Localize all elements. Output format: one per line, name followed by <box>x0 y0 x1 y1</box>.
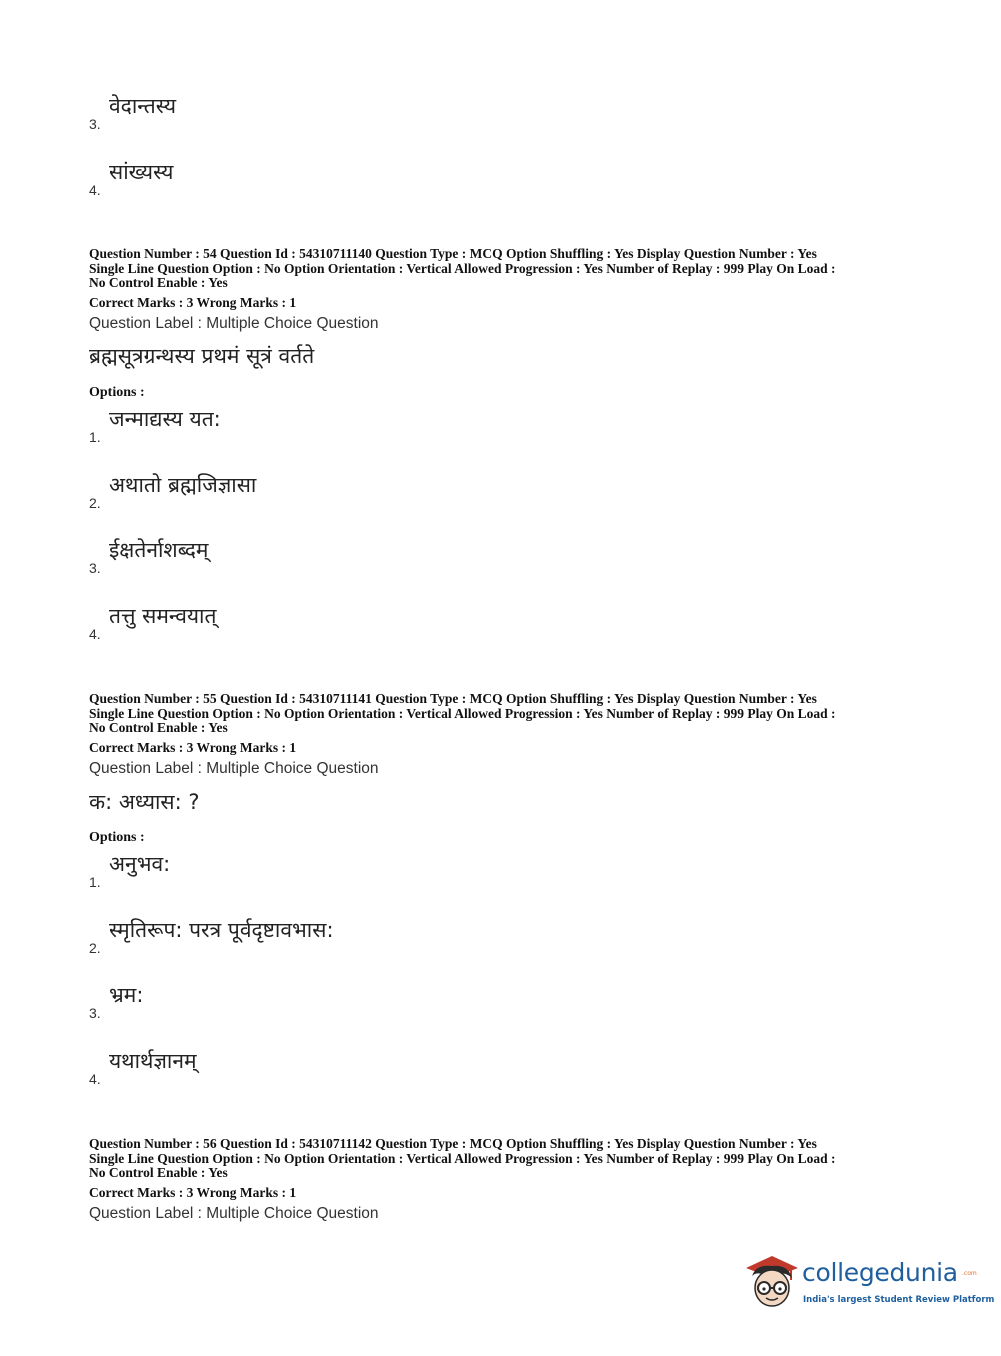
option-text: सांख्यस्य <box>109 160 174 184</box>
meta-line: Single Line Question Option : No Option Orientation : Vertical Allowed Progression : Yes Number of Replay : 999 Play On Load : <box>89 1150 836 1166</box>
question-marks: Correct Marks : 3 Wrong Marks : 1 <box>89 295 297 310</box>
meta-line: Question Number : 56 Question Id : 54310711142 Question Type : MCQ Option Shuffling : Yes Display Question Number : Yes <box>89 1136 817 1151</box>
option-number: 4. <box>89 626 101 642</box>
question-label: Question Label : Multiple Choice Question <box>89 1205 379 1222</box>
option-number: 2. <box>89 495 101 511</box>
option-number: 1. <box>89 874 101 890</box>
option-text: स्मृतिरूप: परत्र पूर्वदृष्टावभास: <box>109 918 334 942</box>
option-number: 3. <box>89 560 101 576</box>
option-text: जन्माद्यस्य यत: <box>109 407 221 431</box>
logo-dotcom: .com <box>962 1270 977 1277</box>
logo-tagline: India's largest Student Review Platform <box>803 1295 995 1305</box>
option-text: तत्तु समन्वयात् <box>109 604 217 628</box>
question-meta <box>89 1137 919 1181</box>
question-meta <box>89 692 919 736</box>
option-number: 1. <box>89 429 101 445</box>
meta-line: No Control Enable : Yes <box>89 720 228 735</box>
option-text: ईक्षतेर्नाशब्दम् <box>109 538 209 562</box>
option-text: यथार्थज्ञानम् <box>109 1049 197 1073</box>
meta-line: Question Number : 55 Question Id : 54310711141 Question Type : MCQ Option Shuffling : Yes Display Question Number : Yes <box>89 691 817 706</box>
question-text: ब्रह्मसूत्रग्रन्थस्य प्रथमं सूत्रं वर्तते <box>89 344 315 368</box>
option-text: भ्रम: <box>109 983 144 1007</box>
meta-line: Question Number : 54 Question Id : 54310711140 Question Type : MCQ Option Shuffling : Yes Display Question Number : Yes <box>89 246 817 261</box>
option-text: वेदान्तस्य <box>109 94 177 118</box>
question-meta <box>89 247 919 291</box>
option-number: 3. <box>89 1005 101 1021</box>
meta-line: No Control Enable : Yes <box>89 275 228 290</box>
question-label: Question Label : Multiple Choice Question <box>89 760 379 777</box>
options-label: Options : <box>89 830 145 845</box>
collegedunia-logo <box>742 1250 995 1314</box>
meta-line: Single Line Question Option : No Option Orientation : Vertical Allowed Progression : Yes Number of Replay : 999 Play On Load : <box>89 260 836 276</box>
question-text: क: अध्यास: ? <box>89 790 200 814</box>
option-text: अथातो ब्रह्मजिज्ञासा <box>109 473 257 497</box>
option-number: 4. <box>89 1071 101 1087</box>
question-marks: Correct Marks : 3 Wrong Marks : 1 <box>89 740 297 755</box>
option-number: 4. <box>89 182 101 198</box>
option-text: अनुभव: <box>109 852 171 876</box>
option-number: 2. <box>89 940 101 956</box>
mascot-icon <box>742 1250 802 1314</box>
question-marks: Correct Marks : 3 Wrong Marks : 1 <box>89 1185 297 1200</box>
option-number: 3. <box>89 116 101 132</box>
meta-line: No Control Enable : Yes <box>89 1165 228 1180</box>
question-label: Question Label : Multiple Choice Question <box>89 315 379 332</box>
options-label: Options : <box>89 385 145 400</box>
meta-line: Single Line Question Option : No Option Orientation : Vertical Allowed Progression : Yes Number of Replay : 999 Play On Load : <box>89 705 836 721</box>
logo-wordmark: collegedunia <box>802 1258 958 1287</box>
